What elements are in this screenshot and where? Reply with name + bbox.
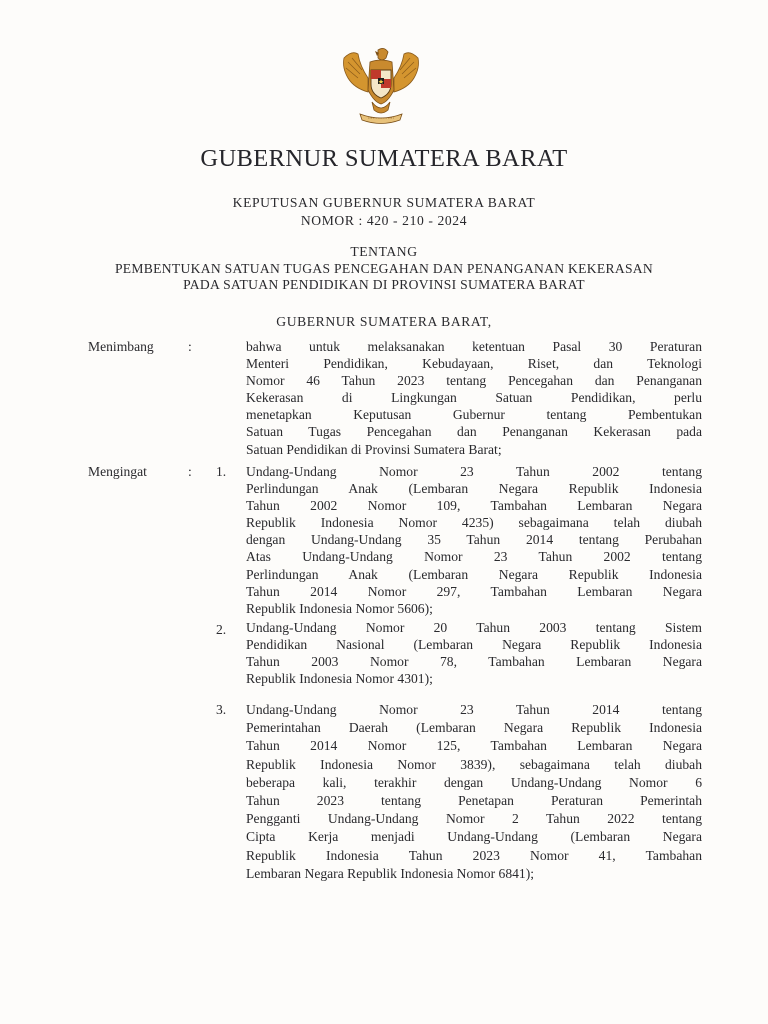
paragraph-line: Cipta Kerja menjadi Undang-Undang (Lembaran Negara <box>246 829 702 845</box>
paragraph-line: Republik Indonesia Nomor 5606); <box>246 600 433 616</box>
menimbang-label: Menimbang <box>88 339 154 354</box>
governor-heading: GUBERNUR SUMATERA BARAT, <box>276 314 492 329</box>
mengingat-label: Mengingat <box>88 464 147 479</box>
paragraph-line: Menteri Pendidikan, Kebudayaan, Riset, dan Teknologi <box>246 356 702 372</box>
paragraph-line: Pengganti Undang-Undang Nomor 2 Tahun 2022 tentang <box>246 811 702 827</box>
paragraph-line: Undang-Undang Nomor 23 Tahun 2014 tentang <box>246 702 702 717</box>
paragraph-line: bahwa untuk melaksanakan ketentuan Pasal 30 Peraturan <box>246 339 702 354</box>
mengingat-colon: : <box>188 464 192 479</box>
menimbang-paragraph <box>246 338 702 458</box>
paragraph-line: Tahun 2002 Nomor 109, Tambahan Lembaran Negara <box>246 498 702 514</box>
paragraph-line: Republik Indonesia Nomor 4301); <box>246 671 433 687</box>
paragraph-line: Undang-Undang Nomor 23 Tahun 2002 tentang <box>246 464 702 479</box>
menimbang-colon: : <box>188 339 192 354</box>
mengingat-item-2 <box>246 619 702 687</box>
decision-number: NOMOR : 420 - 210 - 2024 <box>300 213 468 228</box>
paragraph-line: Kekerasan di Lingkungan Satuan Pendidikan, perlu <box>246 390 702 406</box>
subject-line: PEMBENTUKAN SATUAN TUGAS PENCEGAHAN DAN PENANGANAN KEKERASAN <box>114 261 654 276</box>
paragraph-line: Republik Indonesia Tahun 2023 Nomor 41, Tambahan <box>246 847 702 863</box>
item-number: 2. <box>216 622 227 637</box>
paragraph-line: Perlindungan Anak (Lembaran Negara Republik Indonesia <box>246 566 702 582</box>
subject-line: PADA SATUAN PENDIDIKAN DI PROVINSI SUMATERA BARAT <box>183 277 585 292</box>
paragraph-line: Atas Undang-Undang Nomor 23 Tahun 2002 tentang <box>246 549 702 565</box>
paragraph-line: Satuan Tugas Pencegahan dan Penanganan Kekerasan pada <box>246 424 702 440</box>
paragraph-line: Undang-Undang Nomor 20 Tahun 2003 tentang Sistem <box>246 620 702 635</box>
mengingat-item-1 <box>246 463 702 617</box>
item-number: 1. <box>216 464 227 479</box>
paragraph-line: Perlindungan Anak (Lembaran Negara Republik Indonesia <box>246 481 702 497</box>
paragraph-line: Pemerintahan Daerah (Lembaran Negara Republik Indonesia <box>246 720 702 736</box>
government-title: GUBERNUR SUMATERA BARAT <box>200 145 568 172</box>
paragraph-line: beberapa kali, terakhir dengan Undang-Undang Nomor 6 <box>246 774 702 790</box>
decision-subject <box>0 261 768 293</box>
paragraph-line: Tahun 2003 Nomor 78, Tambahan Lembaran Negara <box>246 654 702 670</box>
paragraph-line: Lembaran Negara Republik Indonesia Nomor 6841); <box>246 865 535 881</box>
mengingat-item-3 <box>246 701 702 883</box>
paragraph-line: Republik Indonesia Nomor 4235) sebagaimana telah diubah <box>246 515 702 531</box>
paragraph-line: Satuan Pendidikan di Provinsi Sumatera Barat; <box>246 441 502 457</box>
paragraph-line: Tahun 2023 tentang Penetapan Peraturan Pemerintah <box>246 793 702 809</box>
paragraph-line: Tahun 2014 Nomor 297, Tambahan Lembaran Negara <box>246 583 702 599</box>
decision-title: KEPUTUSAN GUBERNUR SUMATERA BARAT <box>232 195 536 210</box>
paragraph-line: dengan Undang-Undang 35 Tahun 2014 tentang Perubahan <box>246 532 702 548</box>
paragraph-line: Republik Indonesia Nomor 3839), sebagaimana telah diubah <box>246 756 702 772</box>
item-number: 3. <box>216 702 227 717</box>
paragraph-line: menetapkan Keputusan Gubernur tentang Pembentukan <box>246 407 702 423</box>
about-heading: TENTANG <box>350 244 418 259</box>
paragraph-line: Tahun 2014 Nomor 125, Tambahan Lembaran Negara <box>246 738 702 754</box>
paragraph-line: Pendidikan Nasional (Lembaran Negara Republik Indonesia <box>246 637 702 653</box>
garuda-emblem-icon <box>338 44 424 128</box>
paragraph-line: Nomor 46 Tahun 2023 tentang Pencegahan dan Penanganan <box>246 373 702 389</box>
